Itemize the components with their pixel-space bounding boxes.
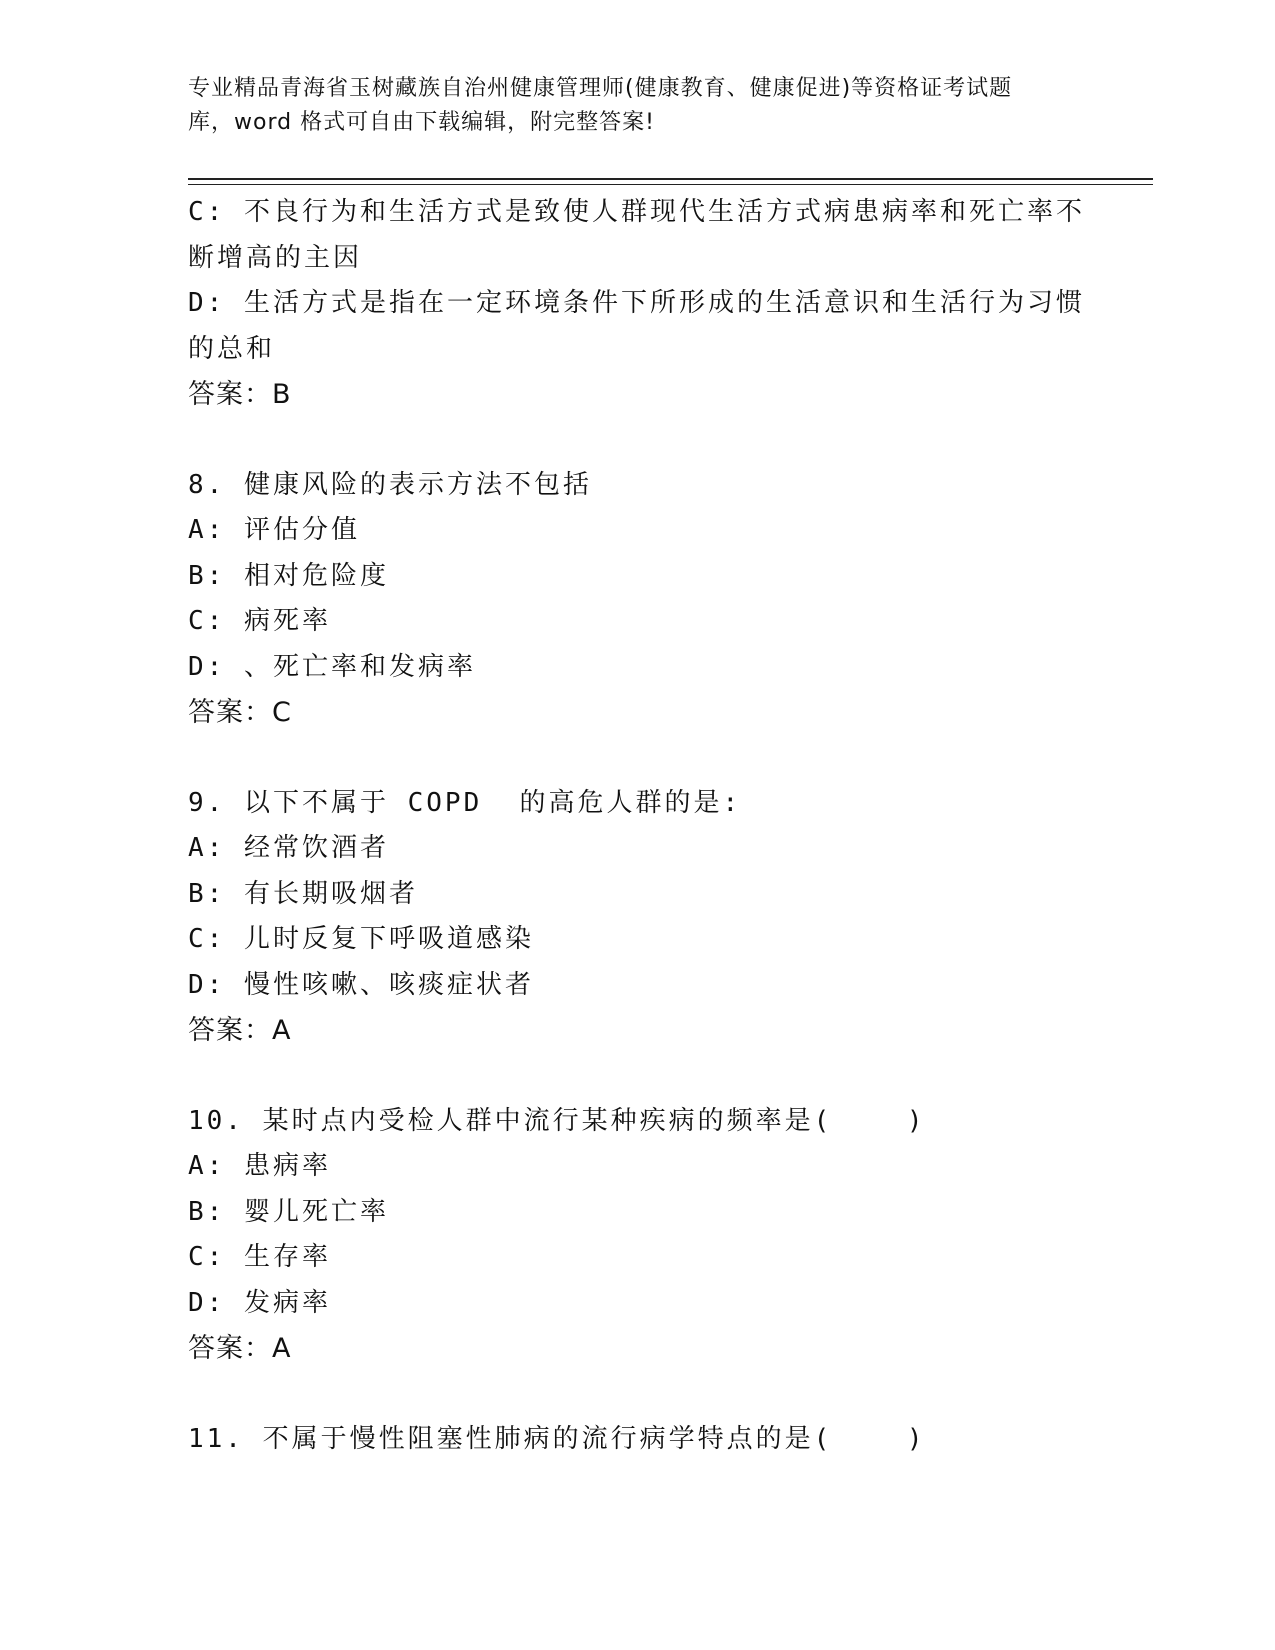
- header-line-1: 专业精品青海省玉树藏族自治州健康管理师(健康教育、健康促进)等资格证考试题: [188, 76, 1013, 101]
- option-d: D: 慢性咳嗽、咳痰症状者: [188, 969, 534, 1000]
- question-7-continued: [188, 190, 1088, 418]
- question-stem: 8. 健康风险的表示方法不包括: [188, 469, 592, 500]
- answer-7: 答案：B: [188, 379, 292, 410]
- question-stem: 9. 以下不属于 COPD 的高危人群的是:: [188, 787, 742, 818]
- document-header: [188, 72, 1088, 140]
- question-11: [188, 1417, 1088, 1463]
- option-a: A: 经常饮酒者: [188, 833, 389, 863]
- header-divider-thick: [188, 178, 1153, 180]
- question-9: [188, 781, 1088, 1054]
- answer: 答案：A: [188, 1015, 292, 1046]
- answer: 答案：C: [188, 697, 292, 728]
- question-10: [188, 1099, 1088, 1372]
- option-d-line-2: 的总和: [188, 333, 276, 364]
- option-b: B: 相对危险度: [188, 560, 389, 591]
- option-d: D: 发病率: [188, 1287, 331, 1318]
- option-b: B: 有长期吸烟者: [188, 878, 418, 909]
- answer: 答案：A: [188, 1333, 292, 1364]
- option-b: B: 婴儿死亡率: [188, 1196, 389, 1227]
- option-c-line-1: C: 不良行为和生活方式是致使人群现代生活方式病患病率和死亡率不: [188, 197, 1085, 227]
- option-d-line-1: D: 生活方式是指在一定环境条件下所形成的生活意识和生活行为习惯: [188, 288, 1085, 318]
- option-c: C: 病死率: [188, 606, 331, 636]
- question-stem: 10. 某时点内受检人群中流行某种疾病的频率是( ): [188, 1105, 926, 1136]
- question-8: [188, 463, 1088, 736]
- option-c: C: 生存率: [188, 1242, 331, 1272]
- header-line-2: 库，word 格式可自由下载编辑，附完整答案!: [188, 110, 655, 135]
- question-stem: 11. 不属于慢性阻塞性肺病的流行病学特点的是( ): [188, 1423, 926, 1454]
- document-body: [188, 190, 1088, 1462]
- header-divider-thin: [188, 184, 1153, 185]
- option-d: D: 、死亡率和发病率: [188, 651, 476, 682]
- option-c-line-2: 断增高的主因: [188, 242, 363, 273]
- option-a: A: 评估分值: [188, 515, 360, 545]
- option-c: C: 儿时反复下呼吸道感染: [188, 924, 534, 954]
- option-a: A: 患病率: [188, 1151, 331, 1181]
